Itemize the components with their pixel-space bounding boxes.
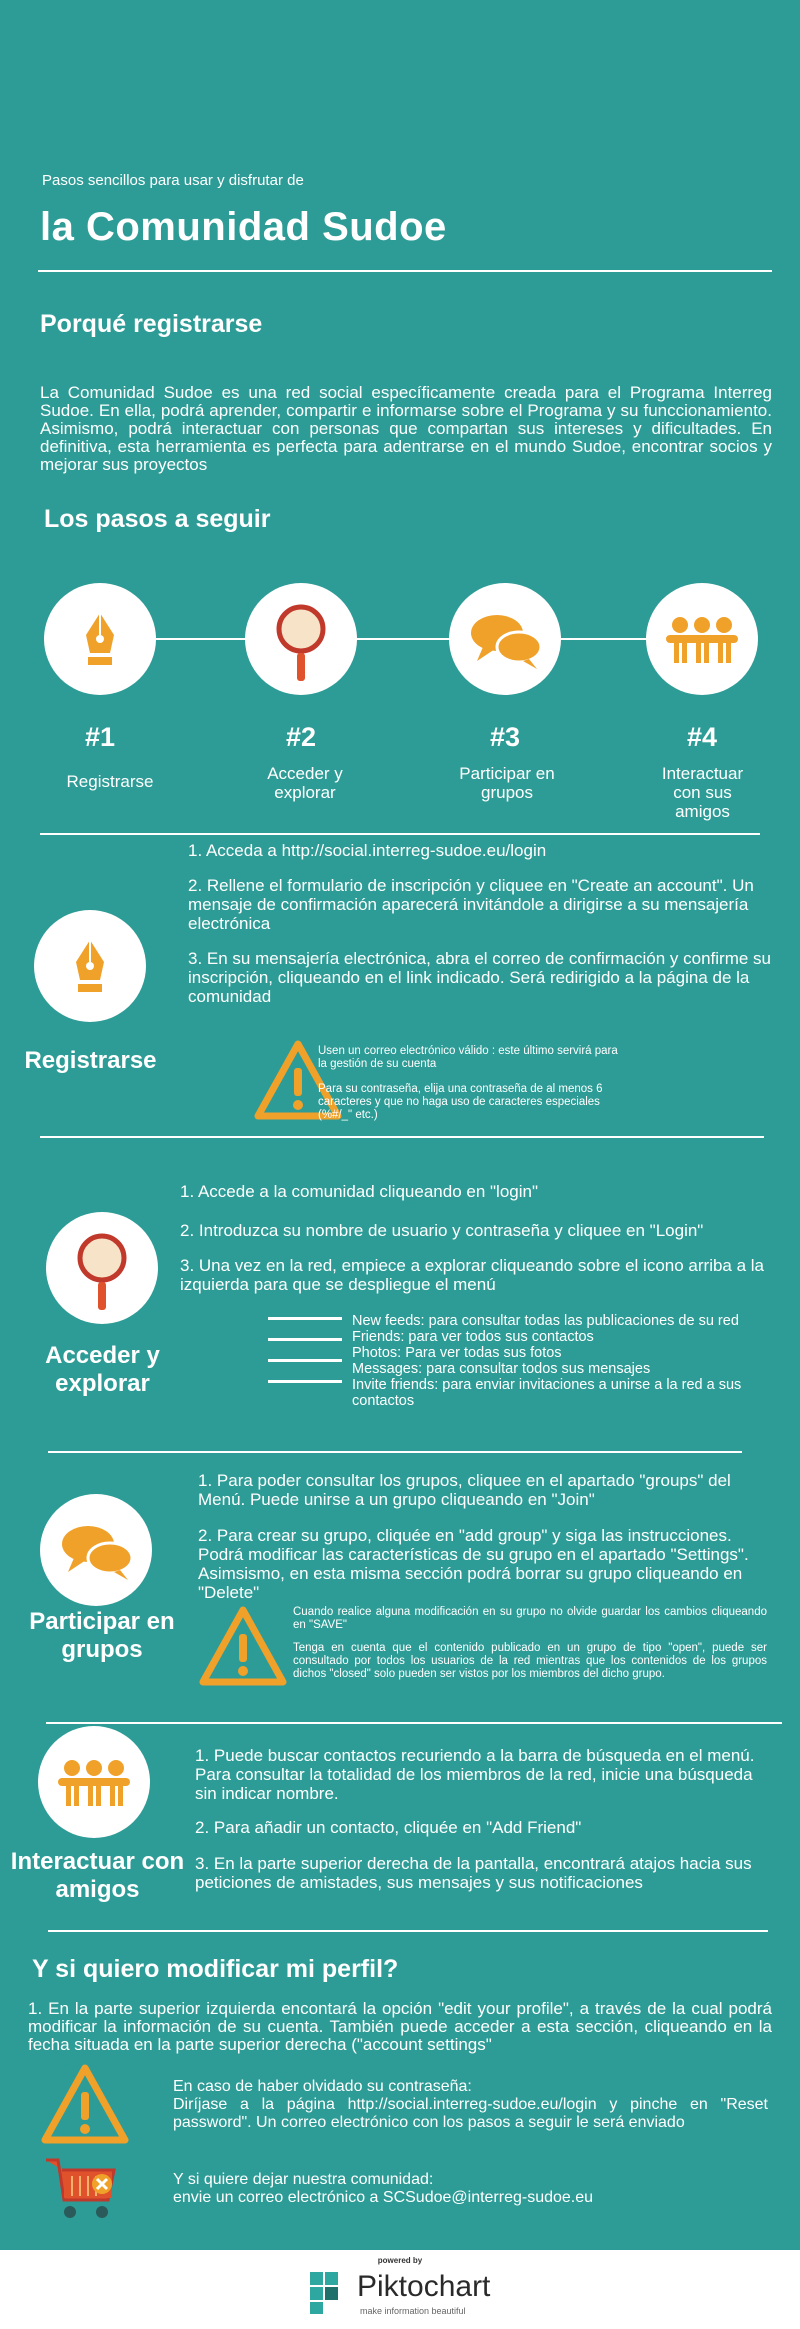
divider: [40, 1136, 764, 1138]
divider: [48, 1930, 768, 1932]
piktochart-logo-icon[interactable]: [310, 2272, 352, 2314]
shopping-cart-icon: [42, 2152, 122, 2226]
warning-icon: [40, 2062, 130, 2146]
section-3-circle: [40, 1494, 152, 1606]
step-4-circle: [646, 583, 758, 695]
why-heading: Porqué registrarse: [40, 310, 263, 338]
s1-step-2: 2. Rellene el formulario de inscripción y cliquee en "Create an account". Un mensaje de confirmación aparecerá invitándole a dirigirse a su mensajería electrónica: [188, 876, 754, 933]
header-subtitle: Pasos sencillos para usar y disfrutar de: [42, 172, 304, 189]
section-4-title: Interactuar con amigos: [10, 1848, 185, 1903]
leave-title: Y si quiere dejar nuestra comunidad:: [173, 2171, 434, 2188]
people-icon: [38, 1726, 150, 1838]
s3-warning-2: Tenga en cuenta que el contenido publicado en un grupo de tipo "open", puede ser consultado por todos los usuarios de la red mientras que los contenidos de los grupos dichos "closed" solo pueden ser vistos por los miembros del dicho grupo.: [293, 1642, 767, 1680]
step-4-number: #4: [686, 722, 718, 752]
divider: [48, 1451, 742, 1453]
step-4-label: Interactuar con sus amigos: [661, 764, 744, 821]
section-3-title: Participar en grupos: [29, 1608, 175, 1663]
pen-nib-icon: [34, 910, 146, 1022]
menu-item: New feeds: para consultar todas las publicaciones de su red: [352, 1313, 739, 1329]
step-3-label: Participar en grupos: [459, 764, 555, 802]
s1-warning-2: Para su contraseña, elija una contraseña de al menos 6 caracteres y que no haga uso de caracteres especiales (%#/_" etc.): [318, 1083, 603, 1121]
section-4-circle: [38, 1726, 150, 1838]
s2-step-1: 1. Accede a la comunidad cliqueando en "login": [180, 1182, 538, 1201]
people-icon: [646, 583, 758, 695]
s4-step-3: 3. En la parte superior derecha de la pantalla, encontrará atajos hacia sus peticiones de amistades, sus mensajes y sus notificaciones: [195, 1854, 752, 1892]
piktochart-brand[interactable]: Piktochart: [357, 2270, 491, 2303]
step-2-label: Acceder y explorar: [267, 764, 343, 802]
menu-list: [352, 1313, 747, 1409]
s4-step-1: 1. Puede buscar contactos recuriendo a la barra de búsqueda en el menú. Para consultar la totalidad de los miembros de la red, inicie una búsqueda sin indicar nombre.: [195, 1746, 755, 1803]
menu-item: Invite friends: para enviar invitaciones a unirse a la red a sus contactos: [352, 1377, 742, 1409]
magnifier-icon: [46, 1212, 158, 1324]
chat-bubbles-icon: [40, 1494, 152, 1606]
s1-step-3: 3. En su mensajería electrónica, abra el correo de confirmación y confirme su inscripción, cliqueando en el link indicado. Será redirigido a la página de la comunidad: [188, 949, 771, 1006]
steps-heading: Los pasos a seguir: [44, 505, 271, 533]
section-1-circle: [34, 910, 146, 1022]
step-1-label: Registrarse: [66, 772, 154, 791]
step-3-number: #3: [489, 722, 521, 752]
chat-bubbles-icon: [449, 583, 561, 695]
steps-connector: [100, 638, 700, 640]
divider: [38, 270, 772, 272]
powered-by: powered by: [377, 2256, 423, 2265]
step-1-circle: [44, 583, 156, 695]
s1-step-1: 1. Acceda a http://social.interreg-sudoe.eu/login: [188, 841, 547, 860]
divider: [40, 833, 760, 835]
why-text: La Comunidad Sudoe es una red social específicamente creada para el Programa Interreg Sudoe. En ella, podrá aprender, compartir e informarse sobre el Programa y su funccionamiento. Asimismo, podrá interactuar con personas que compartan sus intereses y dificultades. En definitiva, esta herramienta es perfecta para adentrarse en el mundo Sudoe, encontrar socios y mejorar sus proyectos: [40, 383, 772, 474]
s3-step-1: 1. Para poder consultar los grupos, cliquee en el apartado "groups" del Menú. Puede unirse a un grupo cliqueando en "Join": [198, 1471, 731, 1509]
s3-step-2: 2. Para crear su grupo, cliquée en "add group" y siga las instrucciones. Podrá modificar las características de su grupo en el apartado "Settings". Asimsismo, en esta misma sección podrá borrar su grupo cliqueando en "Delete": [198, 1526, 749, 1602]
footer: [0, 2250, 800, 2329]
menu-item: Photos: Para ver todas sus fotos: [352, 1345, 562, 1361]
magnifier-icon: [245, 583, 357, 695]
page-title: la Comunidad Sudoe: [40, 205, 447, 249]
s2-step-3: 3. Una vez en la red, empiece a explorar cliqueando sobre el icono arriba a la izquierda para que se despliegue el menú: [180, 1256, 765, 1294]
profile-heading: Y si quiero modificar mi perfil?: [32, 1955, 399, 1983]
piktochart-tagline: make information beautiful: [360, 2306, 466, 2316]
section-1-title: Registrarse: [24, 1047, 157, 1074]
section-2-circle: [46, 1212, 158, 1324]
pen-nib-icon: [44, 583, 156, 695]
s2-step-2: 2. Introduzca su nombre de usuario y contraseña y cliquee en "Login": [180, 1221, 704, 1240]
leave-text: envie un correo electrónico a SCSudoe@interreg-sudoe.eu: [173, 2189, 594, 2206]
menu-item: Messages: para consultar todos sus mensajes: [352, 1361, 651, 1377]
divider: [46, 1722, 782, 1724]
step-1-number: #1: [84, 722, 116, 752]
password-title: En caso de haber olvidado su contraseña:: [173, 2078, 472, 2095]
step-3-circle: [449, 583, 561, 695]
s1-warning-1: Usen un correo electrónico válido : este último servirá para la gestión de su cuenta: [318, 1045, 618, 1070]
profile-text: 1. En la parte superior izquierda encontará la opción "edit your profile", a través de la cual podrá modificar la información de su cuenta. También puede acceder a esta sección, cliqueando en la fecha situada en la parte superior derecha ("account settings": [28, 1999, 772, 2054]
menu-item: Friends: para ver todos sus contactos: [352, 1329, 594, 1345]
step-2-circle: [245, 583, 357, 695]
step-2-number: #2: [285, 722, 317, 752]
s3-warning-1: Cuando realice alguna modificación en su grupo no olvide guardar los cambios cliqueando en "SAVE": [293, 1606, 767, 1631]
warning-icon: [198, 1604, 288, 1688]
password-text: Diríjase a la página http://social.interreg-sudoe.eu/login y pinche en "Reset password". Un correo electrónico con los pasos a seguir le será enviado: [173, 2096, 768, 2131]
menu-icon: [268, 1315, 342, 1385]
s4-step-2: 2. Para añadir un contacto, cliquée en "Add Friend": [195, 1818, 582, 1837]
section-2-title: Acceder y explorar: [45, 1342, 160, 1397]
